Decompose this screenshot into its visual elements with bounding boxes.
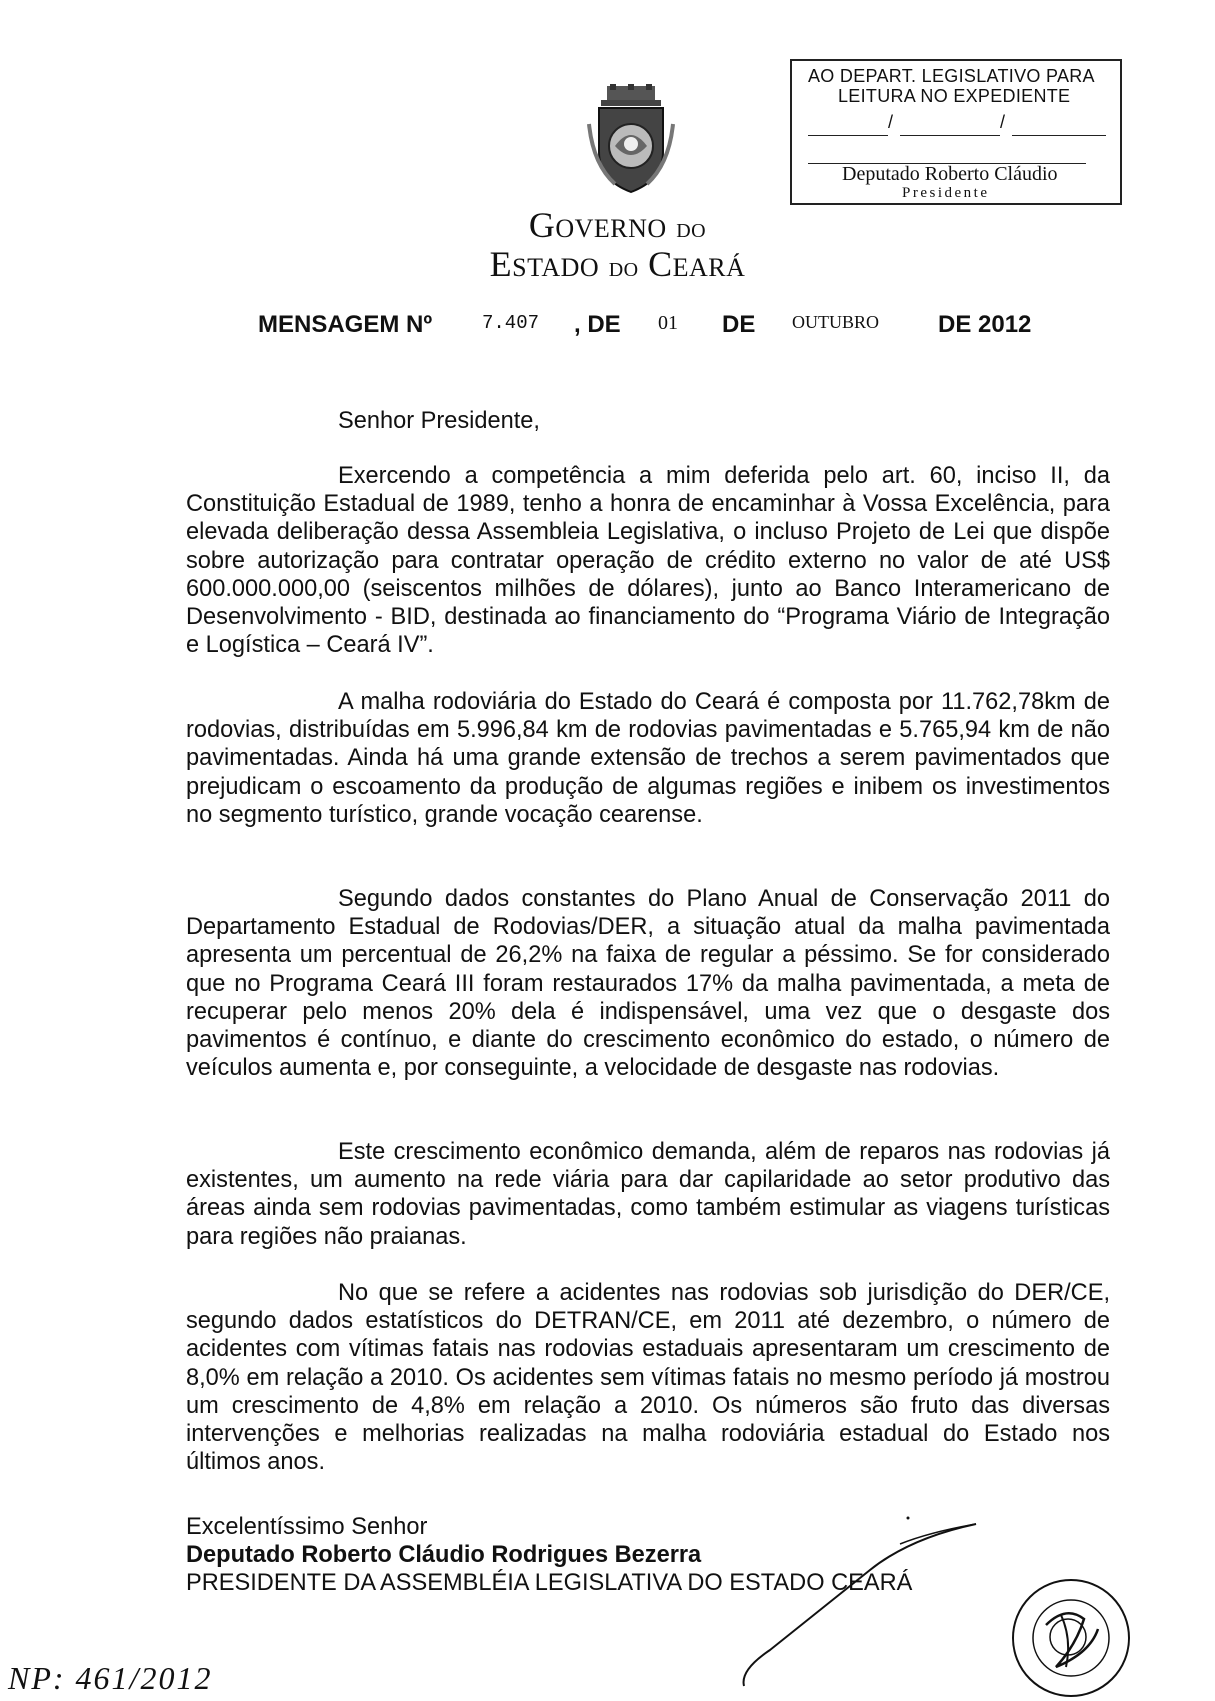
message-label: MENSAGEM Nº (258, 311, 433, 338)
stamp-line-1: AO DEPART. LEGISLATIVO PARA (808, 66, 1095, 86)
message-month: OUTUBRO (792, 312, 880, 332)
body-paragraph-5: No que se refere a acidentes nas rodovias sob jurisdição do DER/CE, segundo dados estatísticos do DETRAN/CE, em 2011 até dezembro, o número de acidentes com vítimas fatais nas rodovias estaduais apresentaram um crescimento de 8,0% em relação a 2010. Os acidentes sem vítimas fatais no mesmo período já mostrou um crescimento de 4,8% em relação a 2010. Os números são fruto das diversas intervenções e melhorias realizadas na malha rodoviária estadual do Estado nos últimos anos. (186, 1280, 1110, 1476)
body-paragraph-2: A malha rodoviária do Estado do Ceará é composta por 11.762,78km de rodovias, distribuídas em 5.996,84 km de rodovias pavimentadas e 5.765,94 km de não pavimentadas. Ainda há uma grande extensão de trechos a serem pavimentados que prejudicam o escoamento da produção de algumas regiões e inibem os investimentos no segmento turístico, grande vocação cearense. (186, 689, 1110, 828)
stamp-date-month-blank (900, 135, 1000, 136)
government-title-line-1 (0, 204, 1215, 246)
closing-recipient-name: Deputado Roberto Cláudio Rodrigues Bezerra (186, 1542, 702, 1568)
message-de-1: , DE (574, 311, 621, 338)
gov-line1-small: DO (676, 220, 707, 242)
stamp-date-separator-2: / (1000, 112, 1006, 132)
handwritten-protocol-number: NP: 461/2012 (8, 1660, 213, 1696)
body-paragraph-1: Exercendo a competência a mim deferida pelo art. 60, inciso II, da Constituição Estadual de 1989, tenho a honra de encaminhar à Vossa Excelência, para elevada deliberação dessa Assembleia Legislativa, o incluso Projeto de Lei que dispõe sobre autorização para contratar operação de crédito externo no valor de até US$ 600.000.000,00 (seiscentos milhões de dólares), junto ao Banco Interamericano de Desenvolvimento - BID, destinada ao financiamento do “Programa Viário de Integração e Logística – Ceará IV”. (186, 463, 1110, 659)
message-day: 01 (658, 312, 678, 334)
gov-line1-capital: G (528, 205, 556, 245)
gov-line2-capital-1: E (489, 244, 513, 284)
government-title-line-2 (0, 243, 1215, 285)
stamp-role: Presidente (902, 185, 990, 201)
body-paragraph-4: Este crescimento econômico demanda, além de reparos nas rodovias já existentes, um aumento na rede viária para dar capilaridade ao setor produtivo das áreas ainda sem rodovias pavimentadas, como também estimular as viagens turísticas para regiões não praianas. (186, 1139, 1110, 1250)
salutation: Senhor Presidente, (338, 408, 540, 434)
stamp-date-year-blank (1012, 135, 1106, 136)
closing-greeting: Excelentíssimo Senhor (186, 1514, 428, 1540)
closing-recipient-title: PRESIDENTE DA ASSEMBLÉIA LEGISLATIVA DO ESTADO CEARÁ (186, 1570, 913, 1596)
message-de-2: DE (722, 311, 756, 338)
message-header (258, 308, 1058, 342)
body-paragraph-3: Segundo dados constantes do Plano Anual de Conservação 2011 do Departamento Estadual de Rodovias/DER, a situação atual da malha pavimentada apresenta um percentual de 26,2% na faixa de regular a péssimo. Se for considerado que no Programa Ceará III foram restaurados 17% da malha pavimentada, a meta de recuperar pelo menos 20% dela é indispensável, uma vez que o desgaste dos pavimentos é contínuo, e diante do crescimento econômico do estado, o número de veículos aumenta e, por conseguinte, a velocidade de desgaste nas rodovias. (186, 886, 1110, 1082)
gov-line2-rest-1: STADO (512, 253, 600, 282)
stamp-line-2: LEITURA NO EXPEDIENTE (838, 86, 1071, 106)
gov-line1-rest: OVERNO (555, 214, 667, 243)
procuradoria-seal-icon (1006, 1575, 1136, 1701)
ceara-coat-of-arms-icon (585, 84, 677, 196)
stamp-date-separator-1: / (888, 112, 894, 132)
stamp-signatory: Deputado Roberto Cláudio (842, 163, 1058, 185)
gov-line2-capital-2: C (648, 244, 673, 284)
message-year: DE 2012 (938, 311, 1032, 338)
message-number: 7.407 (482, 312, 540, 334)
handwritten-signature (730, 1510, 990, 1690)
gov-line2-small: DO (608, 259, 639, 281)
gov-line2-rest-2: EARÁ (672, 253, 746, 282)
stamp-date-day-blank (808, 135, 888, 136)
